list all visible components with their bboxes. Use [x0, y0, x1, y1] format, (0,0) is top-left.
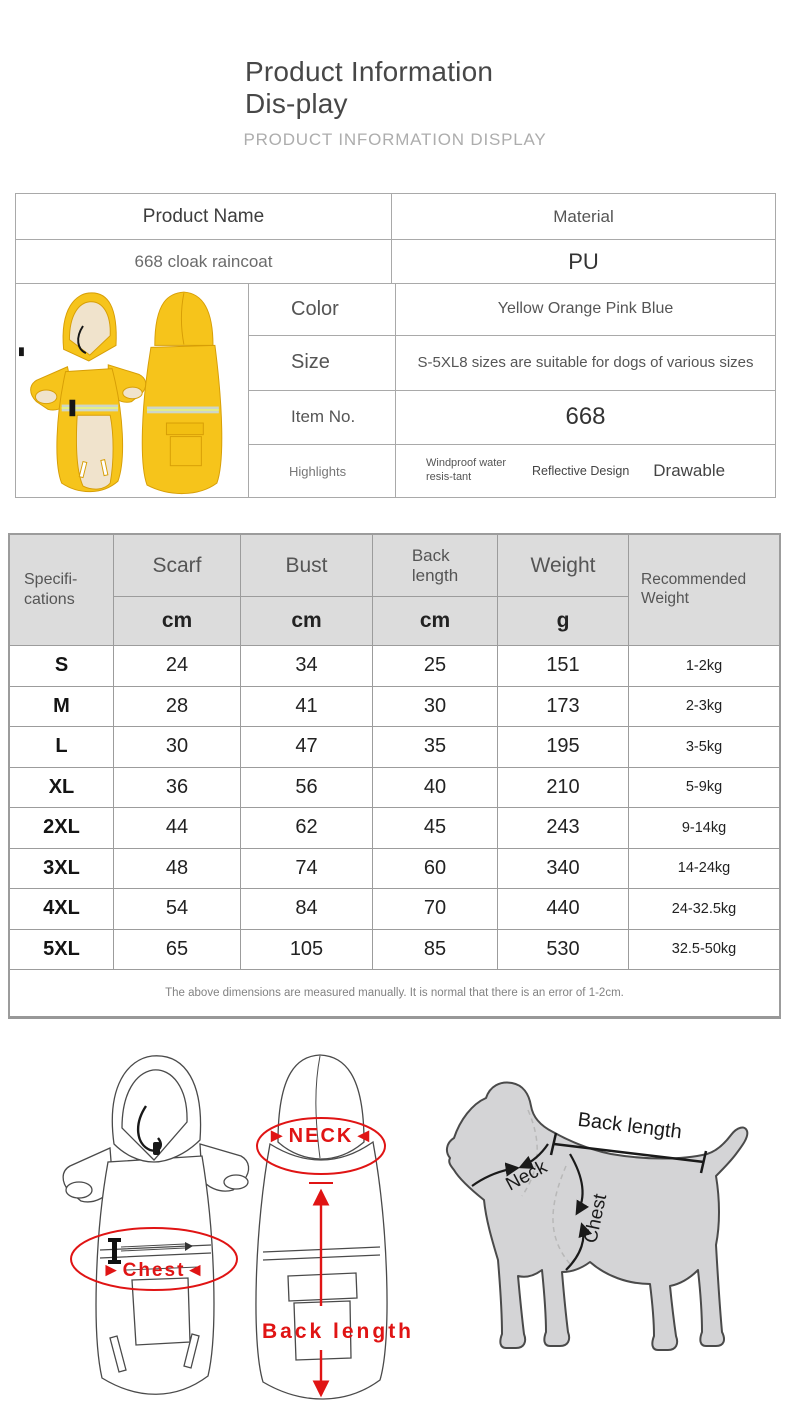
product-photo-cell	[16, 284, 249, 497]
item-no-label: Item No.	[249, 391, 396, 445]
size-cell: M	[10, 687, 114, 727]
page-title: Product Information Dis-play	[245, 56, 494, 120]
scarf-cell: 48	[114, 849, 241, 889]
product-name-header: Product Name	[16, 194, 392, 239]
product-name-value: 668 cloak raincoat	[16, 240, 392, 283]
size-label: Size	[249, 336, 396, 390]
column-header-scarf: Scarf	[114, 535, 241, 596]
bust-cell: 62	[241, 808, 373, 848]
material-value: PU	[568, 248, 599, 274]
weight-cell: 243	[498, 808, 629, 848]
measurement-note: The above dimensions are measured manually. It is normal that there is an error of 1-2cm.	[10, 969, 779, 1016]
table-row	[10, 645, 779, 686]
size-cell: XL	[10, 768, 114, 808]
unit-weight: g	[498, 597, 629, 645]
table-row	[10, 686, 779, 727]
page-subtitle: PRODUCT INFORMATION DISPLAY	[243, 130, 547, 149]
bust-cell: 34	[241, 646, 373, 686]
unit-back-length: cm	[373, 597, 498, 645]
back-length-cell: 35	[373, 727, 498, 767]
back-length-cell: 45	[373, 808, 498, 848]
table-row	[249, 284, 775, 336]
back-length-cell: 85	[373, 930, 498, 970]
size-cell: S	[10, 646, 114, 686]
product-info-table	[15, 193, 776, 498]
weight-cell: 440	[498, 889, 629, 929]
table-row	[249, 445, 775, 497]
table-row	[16, 239, 775, 283]
recommended-cell: 5-9kg	[685, 779, 723, 796]
dog-raincoat-photo	[19, 286, 245, 496]
back-length-cell: 70	[373, 889, 498, 929]
highlights-label: Highlights	[249, 445, 396, 497]
chest-label: Chest	[580, 1192, 612, 1246]
specifications-header: Specifi-cations	[10, 535, 114, 645]
table-row	[10, 807, 779, 848]
material-header: Material	[553, 206, 614, 226]
column-header-back-length: Back length	[373, 535, 498, 596]
neck-label: Neck	[502, 1156, 551, 1196]
recommended-cell: 24-32.5kg	[671, 900, 737, 917]
recommended-weight-header: Recommended Weight	[641, 571, 747, 607]
table-row	[10, 929, 779, 970]
back-length-label: Back length	[261, 1320, 415, 1343]
back-length-label: Back length	[576, 1108, 683, 1144]
size-chart-table	[8, 533, 781, 1019]
table-row	[16, 194, 775, 239]
table-row	[10, 726, 779, 767]
product-detail-rows	[249, 284, 775, 497]
weight-cell: 173	[498, 687, 629, 727]
scarf-cell: 24	[114, 646, 241, 686]
size-chart-header	[10, 535, 779, 645]
table-row	[10, 888, 779, 929]
size-cell: L	[10, 727, 114, 767]
back-length-cell: 40	[373, 768, 498, 808]
weight-cell: 340	[498, 849, 629, 889]
table-row	[249, 336, 775, 391]
weight-cell: 530	[498, 930, 629, 970]
raincoat-measurement-diagram	[50, 1042, 422, 1417]
size-value: S-5XL8 sizes are suitable for dogs of various sizes	[417, 354, 754, 372]
weight-cell: 210	[498, 768, 629, 808]
highlights-values	[396, 445, 775, 497]
recommended-cell: 32.5-50kg	[671, 941, 737, 958]
bust-cell: 56	[241, 768, 373, 808]
size-cell: 4XL	[10, 889, 114, 929]
highlight-reflective: Reflective Design	[532, 464, 630, 479]
weight-cell: 195	[498, 727, 629, 767]
size-cell: 3XL	[10, 849, 114, 889]
recommended-cell: 1-2kg	[685, 657, 723, 674]
neck-label: ►NECK◄	[266, 1125, 376, 1147]
highlight-windproof: Windproof water resis-tant	[426, 457, 507, 484]
scarf-cell: 44	[114, 808, 241, 848]
color-value: Yellow Orange Pink Blue	[497, 300, 674, 318]
table-row	[249, 391, 775, 446]
recommended-cell: 2-3kg	[685, 698, 723, 715]
weight-cell: 151	[498, 646, 629, 686]
recommended-cell: 9-14kg	[681, 819, 727, 836]
table-row	[10, 848, 779, 889]
column-header-weight: Weight	[498, 535, 629, 596]
raincoat-front-drawing	[63, 1056, 248, 1394]
unit-bust: cm	[241, 597, 373, 645]
scarf-cell: 36	[114, 768, 241, 808]
back-length-cell: 60	[373, 849, 498, 889]
page-title-block	[245, 56, 550, 121]
bust-cell: 74	[241, 849, 373, 889]
table-row	[10, 767, 779, 808]
scarf-cell: 30	[114, 727, 241, 767]
bust-cell: 47	[241, 727, 373, 767]
recommended-cell: 3-5kg	[685, 738, 723, 755]
scarf-cell: 65	[114, 930, 241, 970]
chest-label: ►Chest◄	[101, 1260, 207, 1281]
back-length-cell: 25	[373, 646, 498, 686]
color-label: Color	[249, 284, 396, 335]
column-header-bust: Bust	[241, 535, 373, 596]
bust-cell: 105	[241, 930, 373, 970]
dog-measurement-diagram	[420, 1058, 785, 1403]
table-row	[16, 283, 775, 497]
unit-scarf: cm	[114, 597, 241, 645]
size-cell: 5XL	[10, 930, 114, 970]
scarf-cell: 28	[114, 687, 241, 727]
bust-cell: 84	[241, 889, 373, 929]
size-cell: 2XL	[10, 808, 114, 848]
scarf-cell: 54	[114, 889, 241, 929]
item-no-value: 668	[565, 403, 606, 431]
bust-cell: 41	[241, 687, 373, 727]
back-length-cell: 30	[373, 687, 498, 727]
highlight-drawable: Drawable	[653, 461, 726, 481]
recommended-cell: 14-24kg	[677, 860, 731, 877]
